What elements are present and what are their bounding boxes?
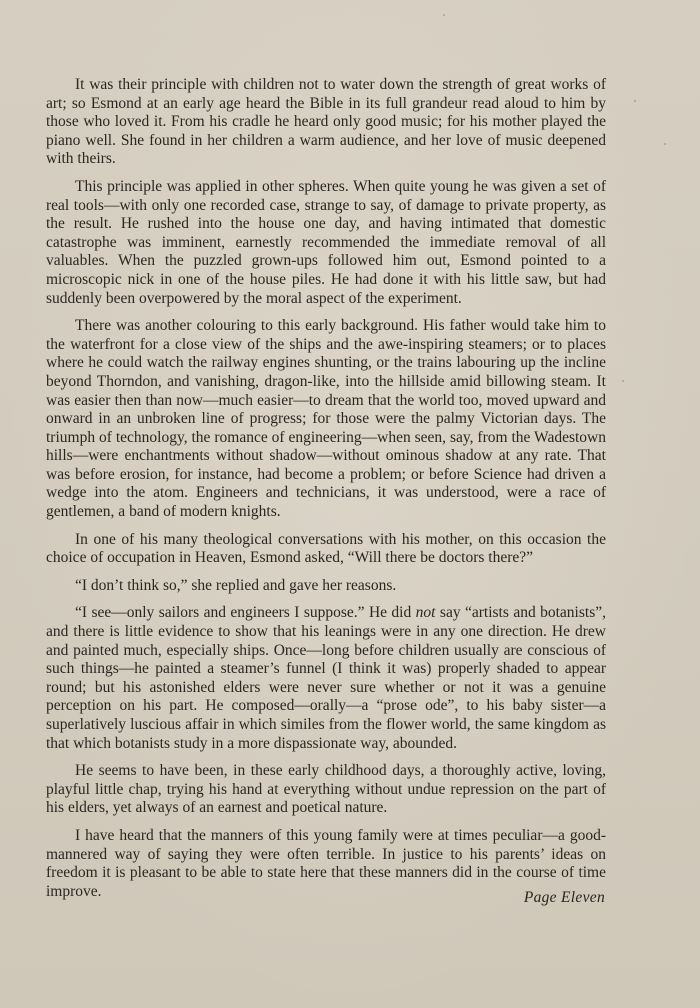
paragraph: “I don’t think so,” she replied and gave her reasons. [75, 576, 397, 594]
emphasis-text: not [415, 604, 436, 622]
paper-speck [634, 100, 636, 102]
paper-speck [443, 14, 445, 16]
paragraph: It was their principle with children not to water down the strength of great works of art; so Esmond at an early age heard the Bible in its full grandeur read aloud to him by those who loved it. From his cradle he heard only good music; for his mother played the piano well. She found in her children a warm audience, and her love of music deepened with theirs. [46, 76, 606, 168]
paragraph: I have heard that the manners of this young family were at times peculiar—a good-mannered way of saying they were often terrible. In justice to his parents’ ideas on freedom it is pleasant to be able to state here that these manners did in the course of time improve. [46, 826, 606, 900]
paragraph: He seems to have been, in these early childhood days, a thoroughly active, loving, playful little chap, trying his hand at everything without undue repression on the part of his elders, yet always of an earnest and poetical nature. [46, 762, 606, 817]
paragraph-text: “I see—only sailors and engineers I suppose.” He did [75, 604, 416, 622]
paragraph: This principle was applied in other spheres. When quite young he was given a set of real tools—with only one recorded case, strange to say, of damage to private property, as the result. He rushed into the house one day, and having intimated that domestic catastrophe was imminent, earnestly recommended the immediate removal of all valuables. When the puzzled grown-ups followed him out, Esmond pointed to a microscopic nick in one of the house piles. He had done it with his little saw, but had suddenly been overpowered by the moral aspect of the experiment. [46, 177, 606, 307]
page-number: Page Eleven [523, 889, 605, 906]
body-text [46, 76, 606, 910]
paragraph [46, 604, 606, 753]
paragraph: There was another colouring to this early background. His father would take him to the waterfront for a close view of the ships and the awe-inspiring steamers; or to places where he could watch the railway engines shunting, or the trains labouring up the incline beyond Thorndon, and vanishing, dragon-like, into the hillside amid billowing steam. It was easier then than now—much easier—to dream that the world too, moved upward and onward in an unbroken line of progress; for those were the palmy Victorian days. The triumph of technology, the romance of engineering—when seen, say, from the Wadestown hills—were enchantments without shadow—without ominous shadow at any rate. That was before erosion, for instance, had become a problem; or before Science had driven a wedge into the atom. Engineers and technicians, it was understood, were a race of gentlemen, a band of modern knights. [46, 317, 606, 521]
paragraph-text: say “artists and botanists”, and there is little evidence to show that his leanings were in any one direction. He drew and painted much, especially ships. Once—long before children usually are conscious of such things—he painted a steamer’s funnel (I think it was) properly shaded to appear round; but his astonished elders were never sure whether or not it was a genuine perception on his part. He composed—orally—a “prose ode”, to his baby sister—a superlatively luscious affair in which similes from the flower world, the same kingdom as that which botanists study in a more dispassionate way, abounded. [46, 604, 606, 752]
paper-speck [622, 380, 624, 382]
paragraph: In one of his many theological conversations with his mother, on this occasion the choice of occupation in Heaven, Esmond asked, “Will there be doctors there?” [46, 530, 606, 567]
paper-speck [664, 143, 666, 145]
